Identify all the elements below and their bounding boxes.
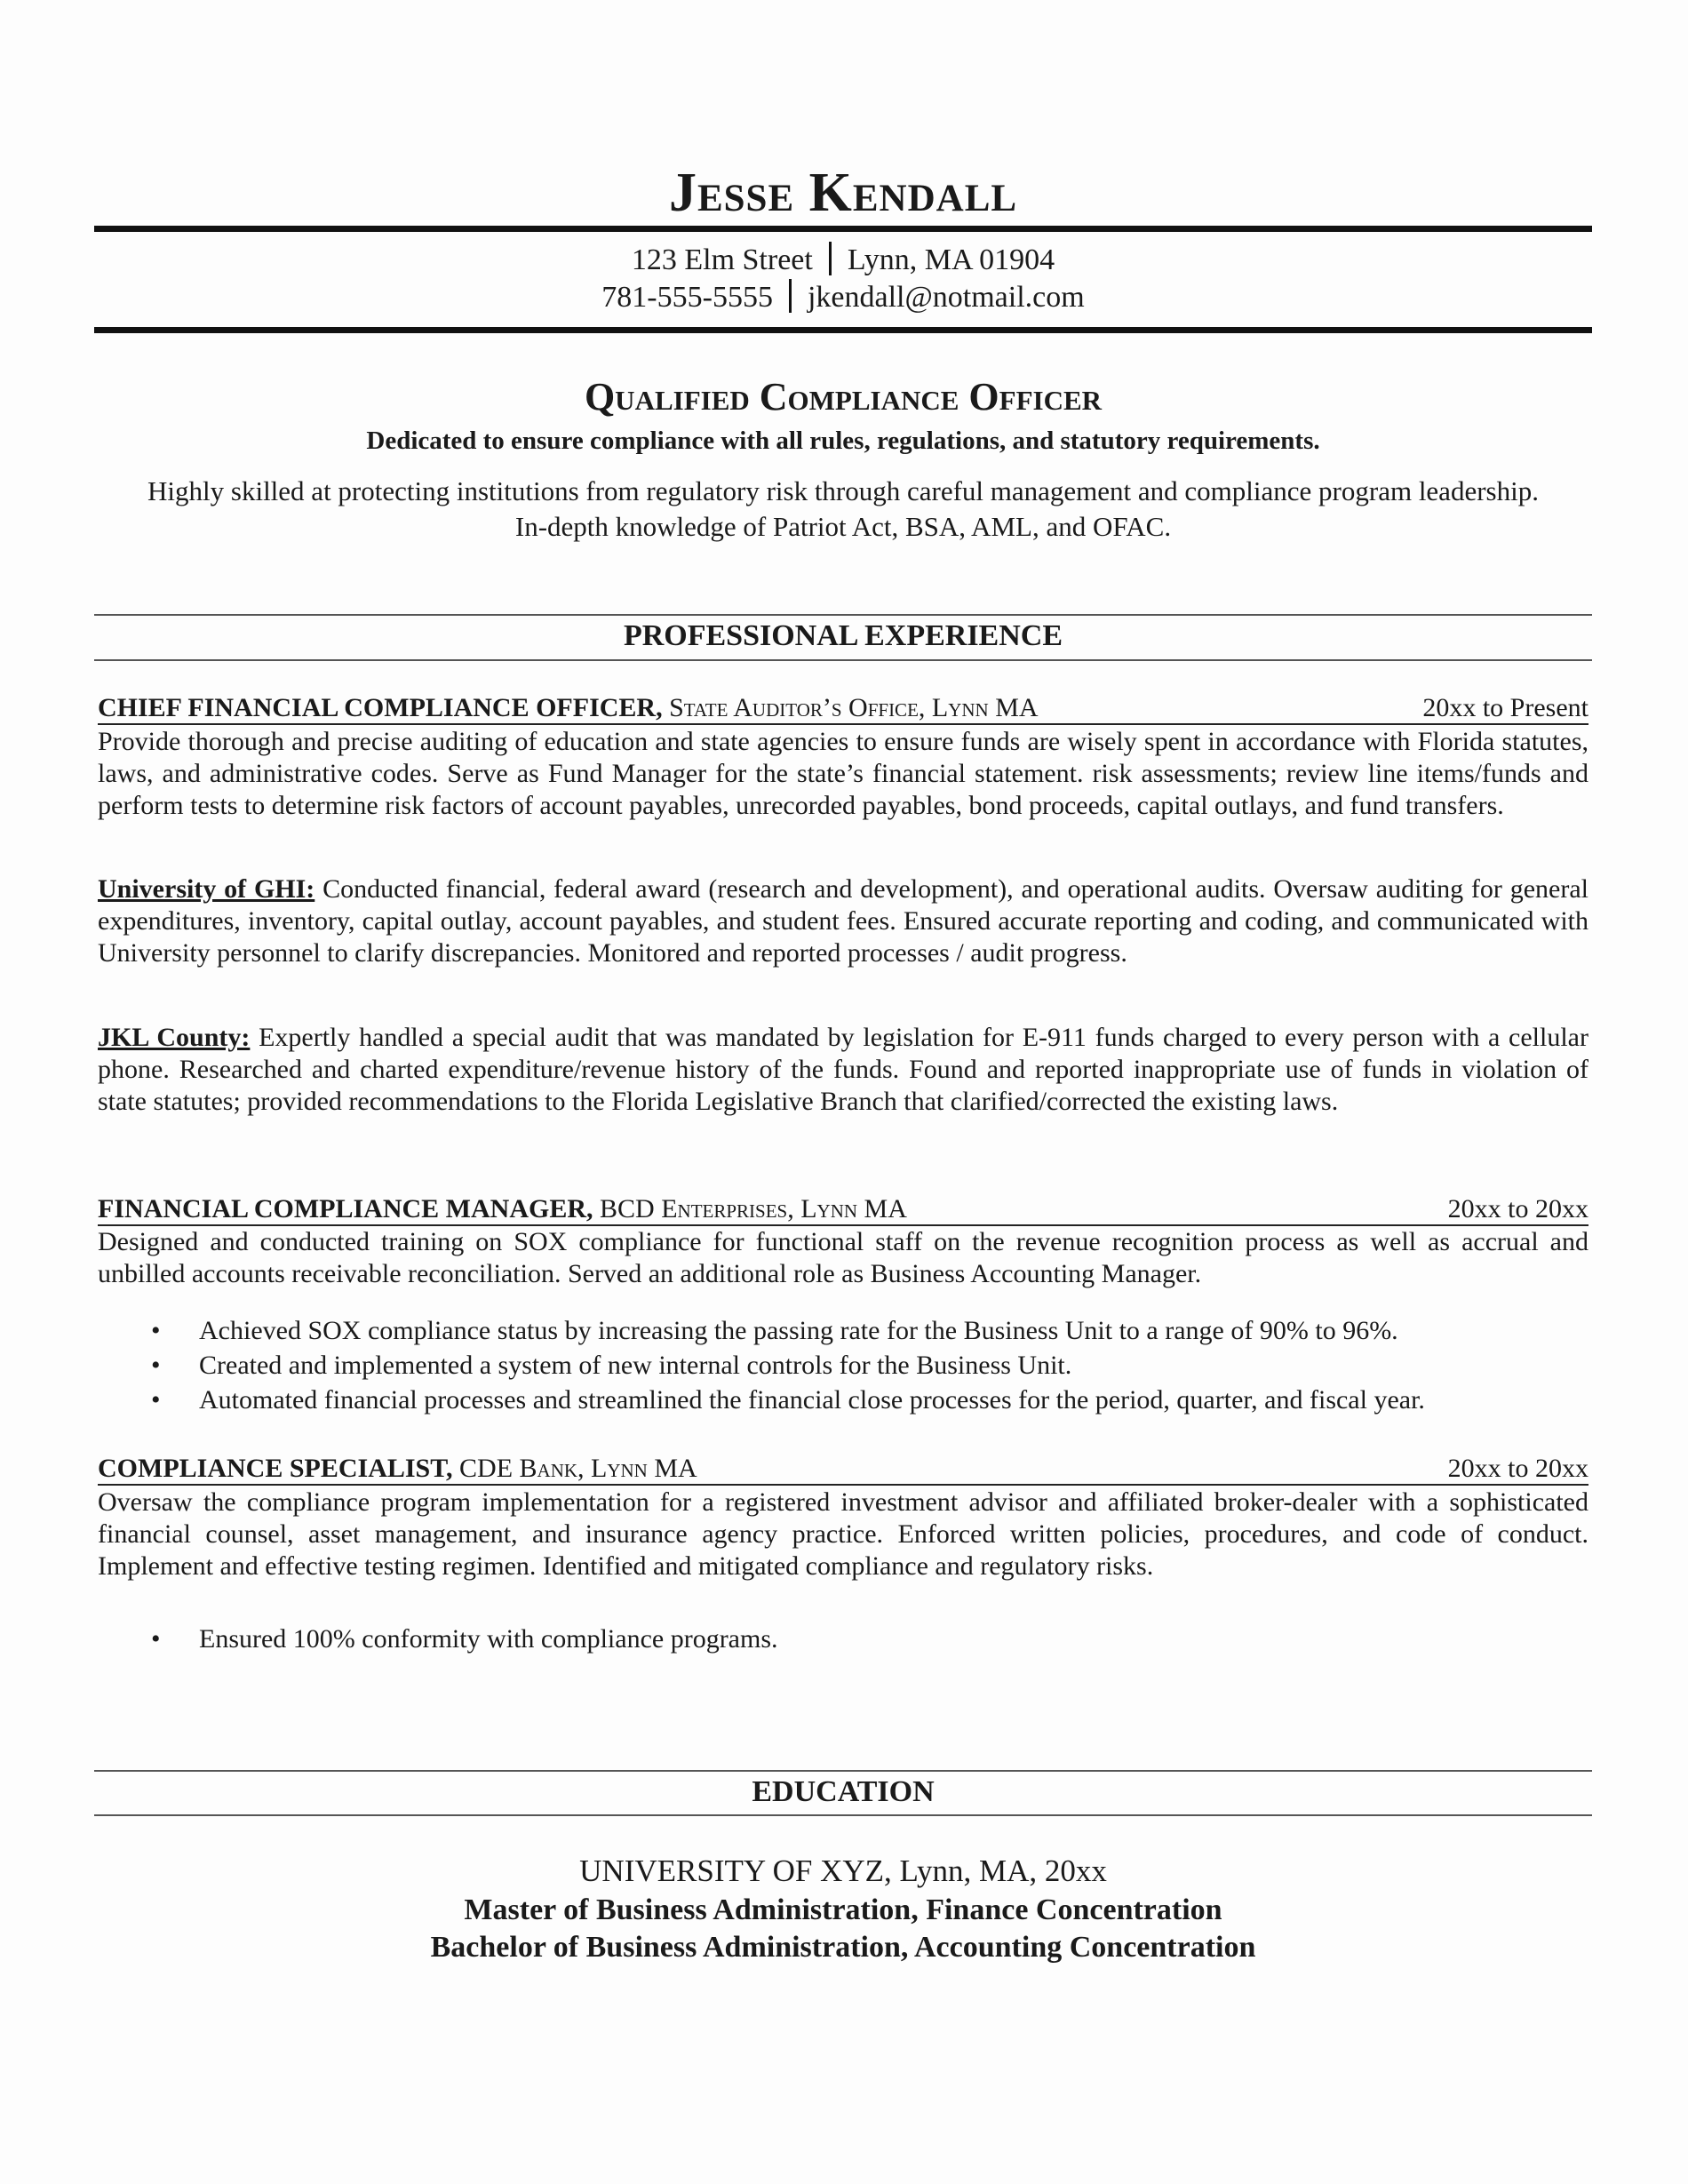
achievement-list: [98, 1622, 1588, 1656]
list-item: [98, 1313, 1588, 1348]
job-organization: BCD Enterprises, Lynn MA: [600, 1194, 907, 1224]
education-school: UNIVERSITY OF XYZ, Lynn, MA, 20xx: [579, 1853, 1107, 1888]
education-degree: Master of Business Administration, Finance Concentration: [464, 1893, 1222, 1926]
job-description: Designed and conducted training on SOX compliance for functional staff on the revenue recognition process as well as accrual and unbilled accounts receivable reconciliation. Served an additional role as Business Accounting Manager.: [98, 1227, 1588, 1288]
job-title-org: [98, 693, 1039, 723]
job-header: [98, 1189, 1588, 1226]
job-header: [98, 688, 1588, 725]
job-dates: 20xx to Present: [1422, 693, 1588, 722]
education-degree: Bachelor of Business Administration, Accounting Concentration: [430, 1931, 1256, 1964]
job-title-org: [98, 1194, 907, 1224]
job-description: Oversaw the compliance program implementation for a registered investment advisor and affiliated broker-dealer with a sophisticated financial counsel, asset management, and insurance agency practice. Enforced written policies, procedures, and code of conduct. Implement and effective testing regimen. Identified and mitigated compliance and regulatory risks.: [98, 1487, 1588, 1581]
job-organization: CDE Bank, Lynn MA: [459, 1454, 697, 1483]
address-line: [94, 242, 1592, 277]
sub-assignment-label: University of GHI:: [98, 874, 315, 904]
achievement-list: [98, 1313, 1588, 1417]
header-rule-bottom: [94, 327, 1592, 333]
bullet-icon: •: [151, 1624, 161, 1654]
sub-assignment: [98, 1022, 1588, 1118]
job-title: COMPLIANCE SPECIALIST,: [98, 1454, 453, 1483]
list-item: [98, 1383, 1588, 1417]
bullet-icon: •: [151, 1385, 161, 1415]
job-title: CHIEF FINANCIAL COMPLIANCE OFFICER,: [98, 693, 663, 722]
bullet-icon: •: [151, 1351, 161, 1380]
job-description: Provide thorough and precise auditing of education and state agencies to ensure funds are wisely spent in accordance with Florida statutes, laws, and administrative codes. Serve as Fund Manager for the state’s financial statement. risk assessments; review line items/funds and perform tests to determine risk factors of account payables, unrecorded payables, bond proceeds, capital outlays, and fund transfers.: [98, 727, 1588, 820]
contact-line: [94, 279, 1592, 315]
job-dates: 20xx to 20xx: [1447, 1194, 1588, 1224]
profile-summary: Highly skilled at protecting institutions from regulatory risk through careful management and compliance program leadership. In-depth knowledge of Patriot Act, BSA, AML, and OFAC.: [147, 475, 1539, 542]
list-item-text: Ensured 100% conformity with compliance programs.: [199, 1624, 778, 1654]
sub-assignment-text: Conducted financial, federal award (research and development), and operational audits. Oversaw auditing for general expenditures, inventory, capital outlay, account payables, and student fees. Ensured accurate reporting and coding, and communicated with University personnel to clarify discrepancies. Monitored and reported processes / audit progress.: [98, 874, 1589, 968]
section-rule: [94, 614, 1592, 616]
street-address: 123 Elm Street: [631, 243, 813, 276]
header-rule-top: [94, 226, 1592, 232]
bullet-icon: •: [151, 1316, 161, 1345]
profile-headline: Qualified Compliance Officer: [584, 375, 1103, 418]
section-rule: [94, 1770, 1592, 1772]
sub-assignment-label: JKL County:: [98, 1023, 251, 1052]
list-item-text: Created and implemented a system of new internal controls for the Business Unit.: [199, 1351, 1072, 1380]
job-dates: 20xx to 20xx: [1447, 1454, 1588, 1483]
education-section-title: EDUCATION: [752, 1775, 935, 1808]
list-item-text: Achieved SOX compliance status by increasing the passing rate for the Business Unit to a range of 90% to 96%.: [199, 1316, 1398, 1345]
list-item: [98, 1622, 1588, 1656]
section-rule: [94, 659, 1592, 661]
city-state-zip: Lynn, MA 01904: [847, 243, 1055, 276]
job-header: [98, 1448, 1588, 1486]
sub-assignment-text: Expertly handled a special audit that was mandated by legislation for E-911 funds charged to every person with a cellular phone. Researched and charted expenditure/revenue history of the funds. Found and reported inappropriate use of funds in violation of state statutes; provided recommendations to the Florida Legislative Branch that clarified/corrected the existing laws.: [98, 1023, 1588, 1116]
job-title: FINANCIAL COMPLIANCE MANAGER,: [98, 1194, 593, 1224]
job-title-org: [98, 1454, 697, 1484]
list-item-text: Automated financial processes and streamlined the financial close processes for the period, quarter, and fiscal year.: [199, 1385, 1425, 1415]
separator-bar: [789, 279, 792, 313]
experience-section-title: PROFESSIONAL EXPERIENCE: [623, 619, 1063, 652]
separator-bar: [829, 242, 832, 275]
profile-tagline: Dedicated to ensure compliance with all rules, regulations, and statutory requirements.: [366, 426, 1320, 455]
job-organization: State Auditor’s Office, Lynn MA: [669, 693, 1039, 722]
phone-number: 781-555-5555: [601, 281, 773, 314]
sub-assignment: [98, 873, 1588, 969]
list-item: [98, 1348, 1588, 1383]
email-address[interactable]: jkendall@notmail.com: [807, 281, 1085, 314]
candidate-name: Jesse Kendall: [668, 163, 1018, 223]
section-rule: [94, 1814, 1592, 1816]
